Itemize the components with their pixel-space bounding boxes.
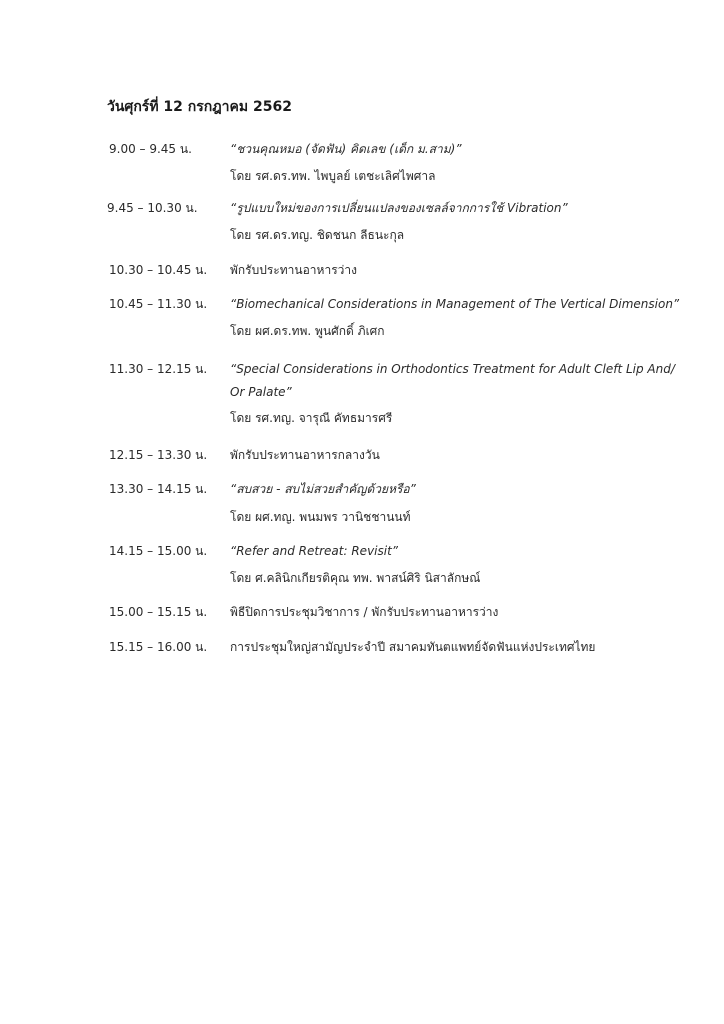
session-speaker: โดย รศ.ดร.ทพ. ไพบูลย์ เตชะเลิศไพศาล <box>230 169 436 183</box>
session-title: พักรับประทานอาหารกลางวัน <box>230 448 380 462</box>
session-time: 9.45 – 10.30 น. <box>107 201 198 215</box>
session-title: “Refer and Retreat: Revisit” <box>230 544 399 558</box>
session-title: “ชวนคุณหมอ (จัดฟัน) คิดเลข (เด็ก ม.สาม)” <box>230 142 462 156</box>
session-title-continued: Or Palate” <box>230 385 292 399</box>
session-time: 10.30 – 10.45 น. <box>109 263 208 277</box>
session-title: “Biomechanical Considerations in Management of The Vertical Dimension” <box>230 297 680 311</box>
session-time: 11.30 – 12.15 น. <box>109 362 208 376</box>
session-time: 14.15 – 15.00 น. <box>109 544 208 558</box>
session-time: 15.00 – 15.15 น. <box>109 605 208 619</box>
session-title: พักรับประทานอาหารว่าง <box>230 263 357 277</box>
session-speaker: โดย รศ.ดร.ทญ. ชิดชนก ลีธนะกุล <box>230 228 405 242</box>
session-time: 13.30 – 14.15 น. <box>109 482 208 496</box>
session-speaker: โดย ศ.คลินิกเกียรติคุณ ทพ. พาสน์ศิริ นิสาลักษณ์ <box>230 571 481 585</box>
session-time: 12.15 – 13.30 น. <box>109 448 208 462</box>
session-title: “รูปแบบใหม่ของการเปลี่ยนแปลงของเซลล์จากการใช้ Vibration” <box>230 201 568 215</box>
session-speaker: โดย รศ.ทญ. จารุณี คัทธมารศรี <box>230 411 393 425</box>
session-speaker: โดย ผศ.ดร.ทพ. พูนศักดิ์ ภิเศก <box>230 324 385 338</box>
session-time: 10.45 – 11.30 น. <box>109 297 208 311</box>
session-title: การประชุมใหญ่สามัญประจำปี สมาคมทันตแพทย์จัดฟันแห่งประเทศไทย <box>230 640 596 654</box>
session-title: พิธีปิดการประชุมวิชาการ / พักรับประทานอาหารว่าง <box>230 605 499 619</box>
session-title: “สบสวย - สบไม่สวยสำคัญด้วยหรือ” <box>230 482 416 496</box>
session-time: 15.15 – 16.00 น. <box>109 640 208 654</box>
session-title: “Special Considerations in Orthodontics Treatment for Adult Cleft Lip And/ <box>230 362 675 376</box>
session-speaker: โดย ผศ.ทญ. พนมพร วานิชชานนท์ <box>230 510 411 524</box>
session-time: 9.00 – 9.45 น. <box>109 142 192 156</box>
page-heading: วันศุกร์ที่ 12 กรกฎาคม 2562 <box>107 99 292 115</box>
